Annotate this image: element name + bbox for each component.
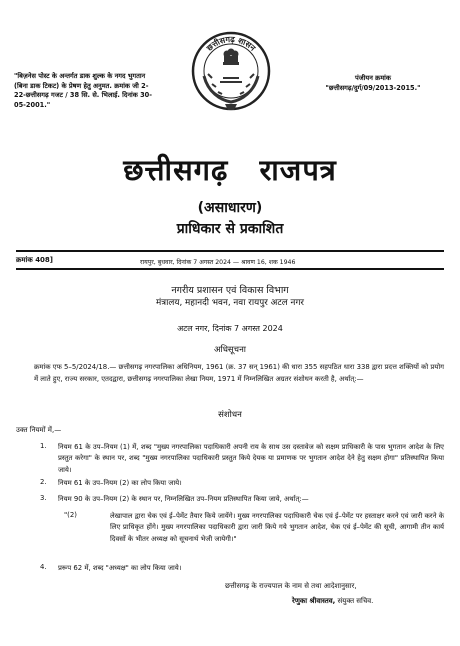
- emblem-text: छत्तीसगढ़ शासन: [204, 34, 258, 53]
- department-address: मंत्रालय, महानदी भवन, नवा रायपुर अटल नगर: [155, 298, 304, 308]
- amendment-item: नियम 61 के उप–नियम (2) का लोप किया जाये।: [58, 479, 182, 487]
- signatory: [292, 597, 373, 606]
- item-number: 3.: [40, 494, 47, 502]
- amendment-item: नियम 90 के उप–नियम (2) के स्थान पर, निम्नलिखित उप–नियम प्रतिस्थापित किया जाये, अर्थात्:—: [58, 495, 309, 503]
- state-emblem-icon: [190, 30, 272, 116]
- gazette-title-right: राजपत्र: [259, 153, 337, 187]
- closing-line: छत्तीसगढ़ के राज्यपाल के नाम से तथा आदेशानुसार,: [225, 582, 357, 590]
- postal-permission-note: "बिज़नेस पोस्ट के अन्तर्गत डाक शुल्क के नगद भुगतान (बिना डाक टिकट) के प्रेषण हेतु अनुमत. क्रमांक जी 2-22-छत्तीसगढ़ गजट / 38 सि. से. भिलाई. दिनांक 30-05-2001.": [14, 72, 153, 109]
- gazette-subtitle-authority: प्राधिकार से प्रकाशित: [176, 221, 284, 237]
- item-number: 2.: [40, 478, 47, 486]
- registration-label: पंजीयन क्रमांक: [355, 74, 391, 82]
- gazette-title: [0, 150, 460, 189]
- item-number: 1.: [40, 442, 47, 450]
- main-paragraph: क्रमांक एफ 5–5/2024/18.— छत्तीसगढ़ नगरपालिका अधिनियम, 1961 (क्र. 37 सन् 1961) की धारा 355 सहपठित धारा 338 द्वारा प्रदत्त शक्तियों को प्रयोग में लाते हुए, राज्य सरकार, एतदद्वारा, छत्तीसगढ़ नगरपालिका लेखा नियम, 1971 में निम्नलिखित अग्रतर संशोधन करती है, अर्थात्:—: [34, 363, 444, 383]
- gazette-subtitle-extraordinary: (असाधारण): [197, 200, 263, 216]
- signer-name: रेणुका श्रीवास्तव,: [292, 597, 336, 605]
- gazette-dateline: रायपुर, बुधवार, दिनांक 7 अगस्त 2024 — श्रावण 16, शक 1946: [140, 259, 296, 266]
- subrule-text: लेखापाल द्वारा चेक एवं ई–पेमेंट तैयार किये जायेंगे। मुख्य नगरपालिका पदाधिकारी चेक एवं ई–पेमेंट पर हस्ताक्षर करने एवं जारी करने के लिए प्राधिकृत होंगे। मुख्य नगरपालिका पदाधिकारी द्वारा जारी किये गये भुगतान आदेश, चेक एवं ई–पेमेंट की सूची, आगामी तीन कार्य दिवसों के भीतर अध्यक्ष को सूचनार्थ भेजी जायेगी।": [110, 512, 444, 543]
- gazette-number: क्रमांक 408]: [16, 256, 53, 264]
- registration-block: [298, 74, 448, 94]
- notification-heading: अधिसूचना: [214, 345, 246, 355]
- place-date: अटल नगर, दिनांक 7 अगस्त 2024: [177, 324, 283, 333]
- registration-number: "छत्तीसगढ़/दुर्ग/09/2013-2015.": [325, 83, 421, 92]
- header-rule-bottom: [16, 268, 444, 270]
- signer-title: संयुक्त सचिव.: [335, 597, 374, 605]
- amendment-item: प्ररूप 62 में, शब्द "अध्यक्ष" का लोप किया जाये।: [58, 564, 182, 572]
- item-number: 4.: [40, 563, 47, 571]
- subrule-number: "(2): [64, 511, 77, 519]
- gazette-title-left: छत्तीसगढ़: [123, 153, 229, 187]
- department-name: नगरीय प्रशासन एवं विकास विभाग: [171, 285, 289, 296]
- in-said-rules: उक्त नियमों में,—: [16, 426, 62, 434]
- header-rule-top: [16, 250, 444, 252]
- amendment-item: नियम 61 के उप–नियम (1) में, शब्द "मुख्य नगरपालिका पदाधिकारी अपनी राय के साथ उस दस्तावेज को सक्षम प्राधिकारी के पास भुगतान आदेश के लिए प्रस्तुत करेगा" के स्थान पर, शब्द "मुख्य नगरपालिका पदाधिकारी प्रस्तुत किये देयक या प्रमाणक पर भुगतान आदेश देने हेतु सक्षम होगा" प्रतिस्थापित किया जाये।: [58, 443, 444, 474]
- amendment-heading: संशोधन: [218, 410, 242, 420]
